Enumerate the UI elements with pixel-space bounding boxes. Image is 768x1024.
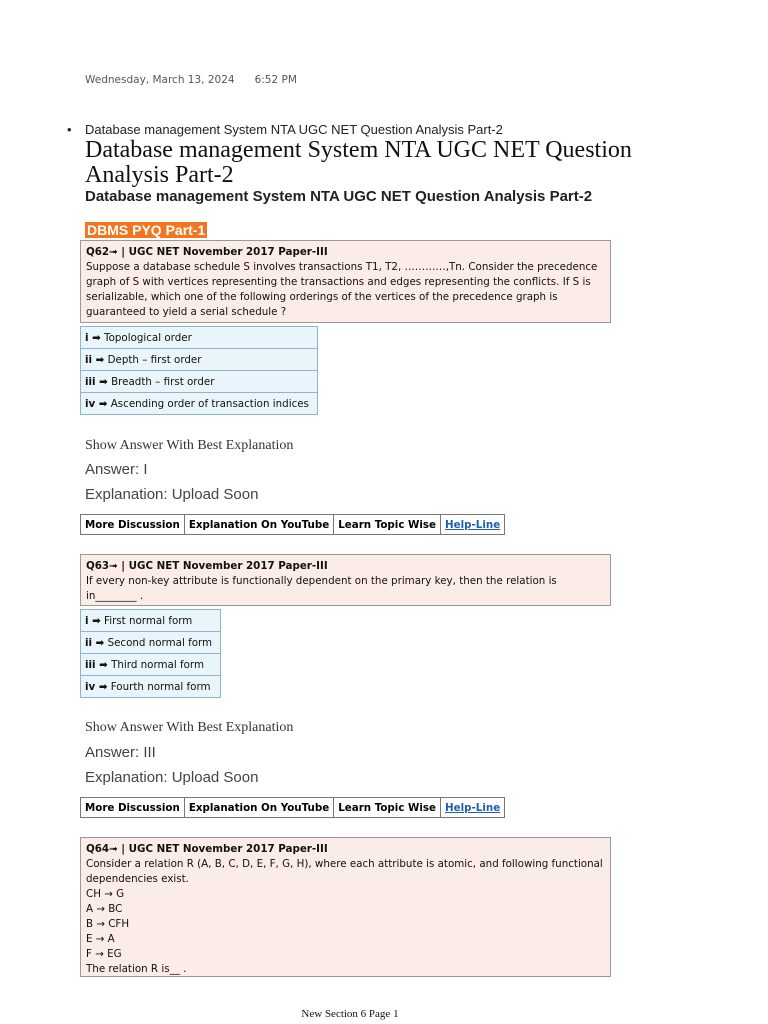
option-row: [81, 349, 318, 371]
question-text: Consider a relation R (A, B, C, D, E, F, G, H), where each attribute is atomic, and following functional dependencies exist.: [86, 858, 603, 885]
option-number: iii ➡: [85, 375, 108, 388]
dependency-line: A → BC: [86, 903, 123, 915]
option-text: Depth – first order: [107, 353, 202, 366]
learn-topic-link[interactable]: Learn Topic Wise: [334, 798, 441, 818]
bullet-title: Database management System NTA UGC NET Question Analysis Part-2: [85, 122, 503, 137]
dependency-line: B → CFH: [86, 918, 130, 930]
dependency-line: CH → G: [86, 888, 125, 900]
option-text: Breadth – first order: [111, 375, 215, 388]
youtube-explanation-link[interactable]: Explanation On YouTube: [184, 515, 333, 535]
option-row: [81, 327, 318, 349]
option-row: [81, 393, 318, 415]
option-text: Fourth normal form: [110, 680, 211, 693]
page-title: Database management System NTA UGC NET Question Analysis Part-2: [85, 137, 632, 188]
options-table: [80, 326, 318, 415]
option-number: iii ➡: [85, 658, 108, 671]
option-row: [81, 371, 318, 393]
option-number: ii ➡: [85, 353, 105, 366]
more-discussion-link[interactable]: More Discussion: [81, 515, 185, 535]
learn-topic-link[interactable]: Learn Topic Wise: [334, 515, 441, 535]
bullet-item: [67, 122, 503, 137]
option-text: Third normal form: [111, 658, 204, 671]
option-number: iv ➡: [85, 397, 108, 410]
explanation-text: Explanation: Upload Soon: [85, 486, 259, 503]
show-answer-link[interactable]: Show Answer With Best Explanation: [85, 720, 294, 735]
question-box-q62: [80, 240, 611, 323]
question-heading: Q64➟ | UGC NET November 2017 Paper-III: [86, 843, 328, 855]
explanation-text: Explanation: Upload Soon: [85, 769, 259, 786]
question-box-q64: [80, 837, 611, 977]
question-prompt: The relation R is__ .: [86, 963, 187, 975]
option-row: [81, 610, 221, 632]
option-number: ii ➡: [85, 636, 105, 649]
page-footer: New Section 6 Page 1: [301, 1008, 399, 1020]
option-text: Topological order: [104, 331, 192, 344]
timestamp: [85, 74, 297, 86]
dependency-line: E → A: [86, 933, 115, 945]
date-text: Wednesday, March 13, 2024: [85, 74, 235, 86]
links-table: [80, 514, 505, 535]
dependency-line: F → EG: [86, 948, 122, 960]
time-text: 6:52 PM: [254, 74, 297, 86]
question-heading: Q62➟ | UGC NET November 2017 Paper-III: [86, 246, 328, 258]
option-text: Second normal form: [107, 636, 213, 649]
question-text: Suppose a database schedule S involves transactions T1, T2, …………,Tn. Consider the precedence graph of S with vertices representing the transactions and edges representing the conflicts. If S is serializable, which one of the following orderings of the vertices of the precedence graph is guaranteed to yield a serial schedule ?: [86, 261, 598, 318]
option-text: First normal form: [104, 614, 193, 627]
answer-text: Answer: III: [85, 744, 156, 761]
page-subtitle: Database management System NTA UGC NET Question Analysis Part-2: [85, 188, 593, 205]
option-number: i ➡: [85, 331, 101, 344]
youtube-explanation-link[interactable]: Explanation On YouTube: [184, 798, 333, 818]
option-number: iv ➡: [85, 680, 108, 693]
option-number: i ➡: [85, 614, 101, 627]
more-discussion-link[interactable]: More Discussion: [81, 798, 185, 818]
question-box-q63: [80, 554, 611, 606]
question-heading: Q63➟ | UGC NET November 2017 Paper-III: [86, 560, 328, 572]
answer-text: Answer: I: [85, 461, 148, 478]
option-text: Ascending order of transaction indices: [110, 397, 309, 410]
question-text: If every non-key attribute is functionally dependent on the primary key, then the relation is in________ .: [86, 575, 557, 602]
section-badge: DBMS PYQ Part-1: [87, 222, 206, 238]
bullet-dot-icon: •: [67, 122, 72, 137]
options-table: [80, 609, 221, 698]
helpline-link[interactable]: Help-Line: [441, 515, 505, 535]
option-row: [81, 654, 221, 676]
option-row: [81, 676, 221, 698]
option-row: [81, 632, 221, 654]
show-answer-link[interactable]: Show Answer With Best Explanation: [85, 438, 294, 453]
helpline-link[interactable]: Help-Line: [441, 798, 505, 818]
links-table: [80, 797, 505, 818]
